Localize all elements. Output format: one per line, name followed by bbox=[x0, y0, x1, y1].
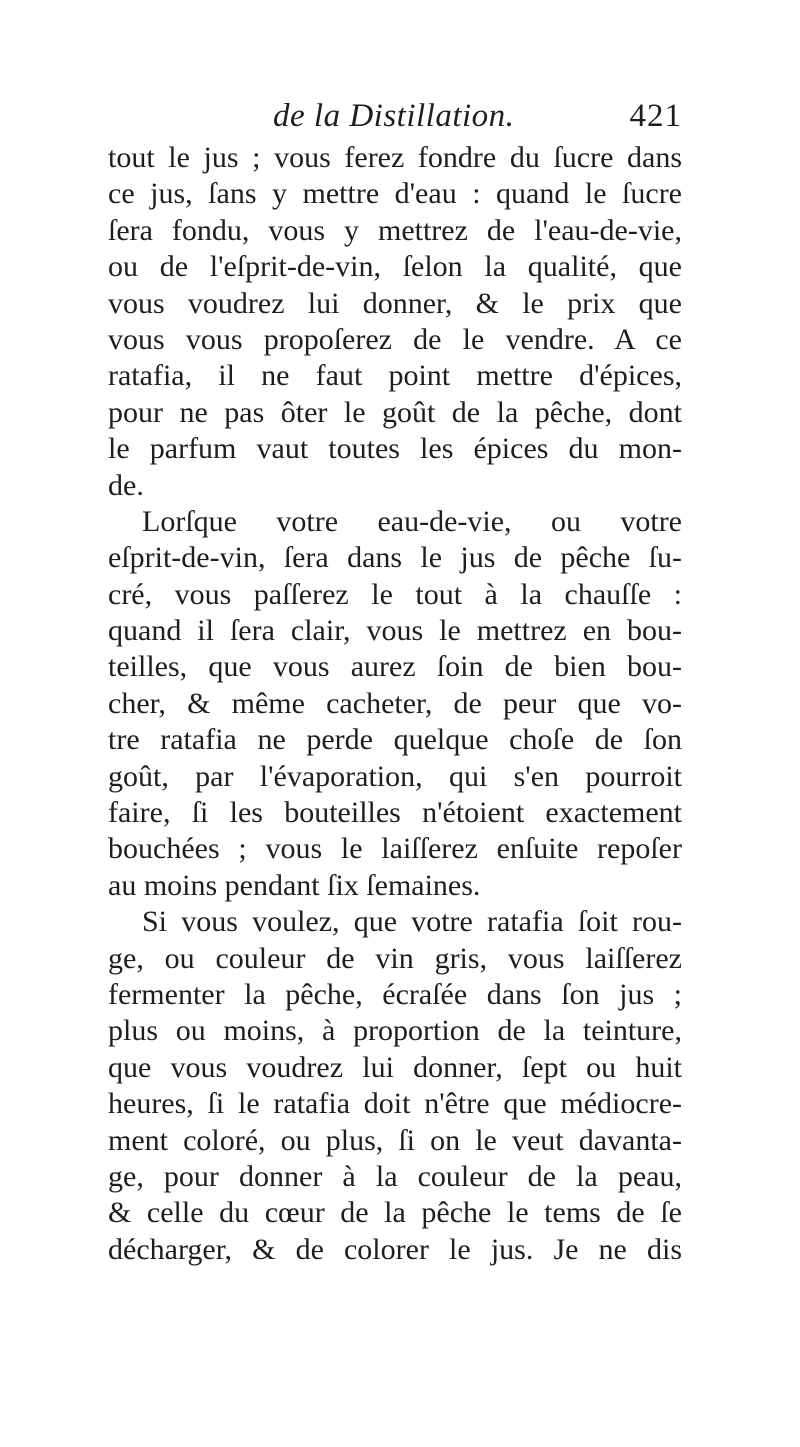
text-line: heures, ſi le ratafia doit n'être que médiocre- bbox=[108, 1087, 682, 1121]
text-line: faire, ſi les bouteilles n'étoient exactement bbox=[108, 796, 682, 830]
text-line: le parfum vaut toutes les épices du mon- bbox=[108, 432, 682, 466]
text-line: cré, vous paſſerez le tout à la chauſſe : bbox=[108, 577, 682, 611]
text-line: ratafia, il ne faut point mettre d'épices, bbox=[108, 359, 682, 393]
text-line: bouchées ; vous le laiſſerez enſuite repoſer bbox=[108, 832, 682, 866]
page-header bbox=[108, 98, 682, 142]
text-line: ge, ou couleur de vin gris, vous laiſſerez bbox=[108, 941, 682, 975]
running-title: de la Distillation. bbox=[273, 98, 515, 134]
body-text bbox=[108, 140, 682, 1268]
text-line: ſera fondu, vous y mettrez de l'eau-de-vie, bbox=[108, 213, 682, 247]
text-line: teilles, que vous aurez ſoin de bien bou- bbox=[108, 650, 682, 684]
text-line: tre ratafia ne perde quelque choſe de ſon bbox=[108, 723, 682, 757]
text-line: tout le jus ; vous ferez fondre du ſucre dans bbox=[108, 141, 682, 174]
text-line: que vous voudrez lui donner, ſept ou huit bbox=[108, 1050, 682, 1084]
text-line: fermenter la pêche, écraſée dans ſon jus ; bbox=[108, 977, 682, 1011]
text-line: cher, & même cacheter, de peur que vo- bbox=[108, 686, 682, 720]
text-line: eſprit-de-vin, ſera dans le jus de pêche ſu- bbox=[108, 541, 682, 575]
paragraph-end-line: de. bbox=[108, 468, 144, 502]
text-line: quand il ſera clair, vous le mettrez en bou- bbox=[108, 614, 682, 648]
text-line: ge, pour donner à la couleur de la peau, bbox=[108, 1159, 682, 1193]
text-line: plus ou moins, à proportion de la teinture, bbox=[108, 1014, 682, 1048]
text-line: ce jus, ſans y mettre d'eau : quand le ſucre bbox=[108, 177, 682, 211]
page-number: 421 bbox=[629, 98, 682, 134]
text-line: vous vous propoſerez de le vendre. A ce bbox=[108, 322, 682, 356]
text-line: ment coloré, ou plus, ſi on le veut davanta- bbox=[108, 1123, 682, 1157]
text-line: & celle du cœur de la pêche le tems de ſe bbox=[108, 1196, 682, 1230]
text-line: pour ne pas ôter le goût de la pêche, dont bbox=[108, 395, 682, 429]
text-line: goût, par l'évaporation, qui s'en pourroit bbox=[108, 759, 682, 793]
text-line: ou de l'eſprit-de-vin, ſelon la qualité, que bbox=[108, 250, 682, 284]
text-line: décharger, & de colorer le jus. Je ne dis bbox=[108, 1232, 682, 1266]
paragraph-start-line: Si vous voulez, que votre ratafia ſoit rou- bbox=[142, 905, 682, 939]
text-line: vous voudrez lui donner, & le prix que bbox=[108, 286, 682, 320]
paragraph-end-line: au moins pendant ſix ſemaines. bbox=[108, 868, 481, 902]
paragraph-start-line: Lorſque votre eau-de-vie, ou votre bbox=[142, 504, 682, 538]
